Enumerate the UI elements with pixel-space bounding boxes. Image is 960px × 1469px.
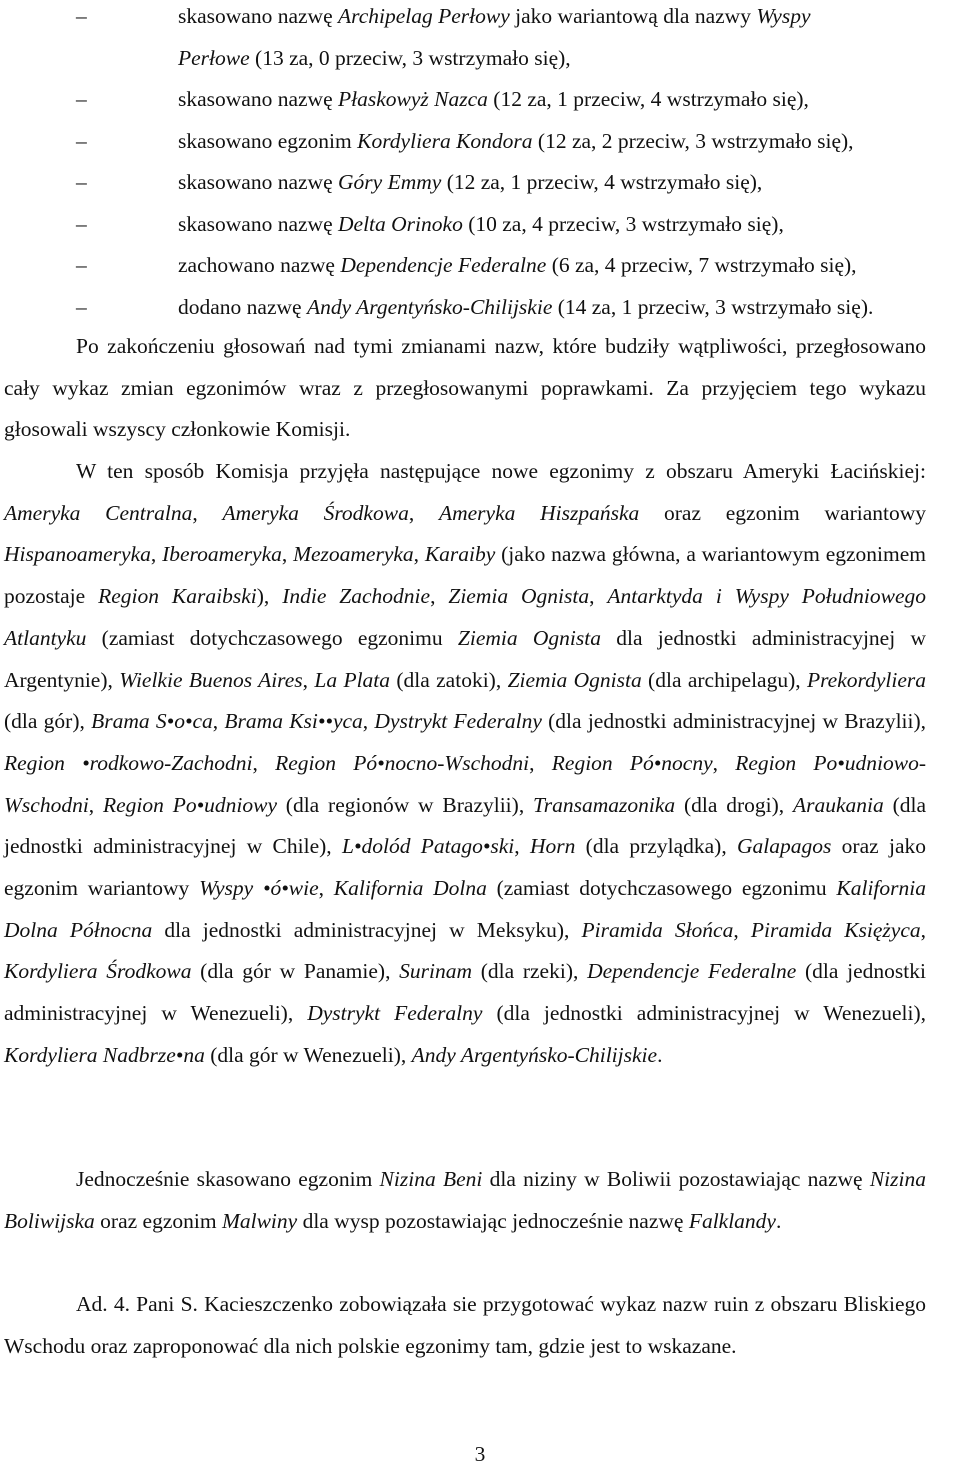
place-name: Delta Orinoko (338, 211, 463, 236)
dash-bullet: – (76, 253, 87, 277)
place-name: Archipelag Perłowy (338, 4, 510, 28)
place-name: Dependencje Federalne (340, 253, 547, 277)
place-name: Andy Argentyńsko-Chilijskie (306, 294, 553, 319)
dash-bullet: – (76, 211, 87, 236)
list-item-continuation (0, 42, 960, 84)
item-text: skasowano nazwę (178, 4, 339, 28)
vote-results-list (0, 0, 960, 332)
list-item (0, 125, 960, 167)
list-item (0, 208, 960, 250)
place-name: Góry Emmy (338, 170, 442, 194)
paragraph-removed-exonyms: Jednocześnie skasowano egzonim Nizina Beni dla niziny w Boliwii pozostawiając nazwę Nizina Boliwijska oraz egzonim Malwiny dla wysp pozostawiając jednocześnie nazwę Falklandy. (4, 1167, 926, 1233)
list-item (0, 166, 960, 208)
item-text: (12 za, 1 przeciw, 4 wstrzymało się), (441, 170, 763, 194)
paragraph-agenda-item-4: Ad. 4. Pani S. Kacieszczenko zobowiązała sie przygotować wykaz nazw ruin z obszaru Bliskiego Wschodu oraz zaproponować dla nich polskie egzonimy tam, gdzie jest to wskazane. (4, 1292, 926, 1358)
item-text: zachowano nazwę (178, 253, 341, 277)
item-text: (10 za, 4 przeciw, 3 wstrzymało się), (462, 211, 784, 236)
item-text: dodano nazwę (178, 294, 307, 319)
place-name: Kordyliera Kondora (357, 128, 533, 153)
item-text: (13 za, 0 przeciw, 3 wstrzymało się), (249, 45, 571, 70)
list-item (0, 0, 960, 42)
item-text: (14 za, 1 przeciw, 3 wstrzymało się). (552, 294, 874, 319)
item-text: (6 za, 4 przeciw, 7 wstrzymało się), (546, 253, 857, 277)
page-number: 3 (474, 1442, 486, 1466)
item-text: skasowano nazwę (178, 170, 339, 194)
dash-bullet: – (76, 294, 87, 319)
place-name: Wyspy (756, 4, 811, 28)
list-item (0, 83, 960, 125)
dash-bullet: – (76, 170, 87, 194)
item-text: jako wariantową dla nazwy (509, 4, 757, 28)
paragraph-vote-summary: Po zakończeniu głosowań nad tymi zmianami nazw, które budziły wątpliwości, przegłosowano cały wykaz zmian egzonimów wraz z przegłosowanymi poprawkami. Za przyjęciem tego wykazu głosowali wszyscy członkowie Komisji. (4, 334, 926, 442)
item-text: skasowano nazwę (178, 211, 339, 236)
paragraph-new-exonyms: W ten sposób Komisja przyjęła następujące nowe egzonimy z obszaru Ameryki Łacińskiej: Ameryka Centralna, Ameryka Środkowa, Ameryka Hiszpańska oraz egzonim wariantowy Hispanoameryka, Iberoameryka, Mezoameryka, Karaiby (jako nazwa główna, a wariantowym egzonimem pozostaje Region Karaibski), Indie Zachodnie, Ziemia Ognista, Antarktyda i Wyspy Południowego Atlantyku (zamiast dotychczasowego egzonimu Ziemia Ognista dla jednostki administracyjnej w Argentynie), Wielkie Buenos Aires, La Plata (dla zatoki), Ziemia Ognista (dla archipelagu), Prekordyliera (dla gór), Brama S•o•ca, Brama Ksi••yca, Dystrykt Federalny (dla jednostki administracyjnej w Brazylii), Region •rodkowo-Zachodni, Region Pó•nocno-Wschodni, Region Pó•nocny, Region Po•udniowo-Wschodni, Region Po•udniowy (dla regionów w Brazylii), Transamazonika (dla drogi), Araukania (dla jednostki administracyjnej w Chile), L•dolód Patago•ski, Horn (dla przylądka), Galapagos oraz jako egzonim wariantowy Wyspy •ó•wie, Kalifornia Dolna (zamiast dotychczasowego egzonimu Kalifornia Dolna Północna dla jednostki administracyjnej w Meksyku), Piramida Słońca, Piramida Księżyca, Kordyliera Środkowa (dla gór w Panamie), Surinam (dla rzeki), Dependencje Federalne (dla jednostki administracyjnej w Wenezueli), Dystrykt Federalny (dla jednostki administracyjnej w Wenezueli), Kordyliera Nadbrze•na (dla gór w Wenezueli), Andy Argentyńsko-Chilijskie. (4, 459, 927, 1067)
item-text: (12 za, 1 przeciw, 4 wstrzymało się), (487, 87, 809, 111)
dash-bullet: – (76, 87, 87, 111)
place-name: Perłowe (178, 45, 250, 70)
item-text: skasowano egzonim (178, 128, 358, 153)
item-text: skasowano nazwę (178, 87, 339, 111)
dash-bullet: – (76, 4, 87, 28)
item-text: (12 za, 2 przeciw, 3 wstrzymało się), (532, 128, 854, 153)
dash-bullet: – (76, 128, 87, 153)
place-name: Płaskowyż Nazca (338, 87, 488, 111)
list-item (0, 249, 960, 291)
